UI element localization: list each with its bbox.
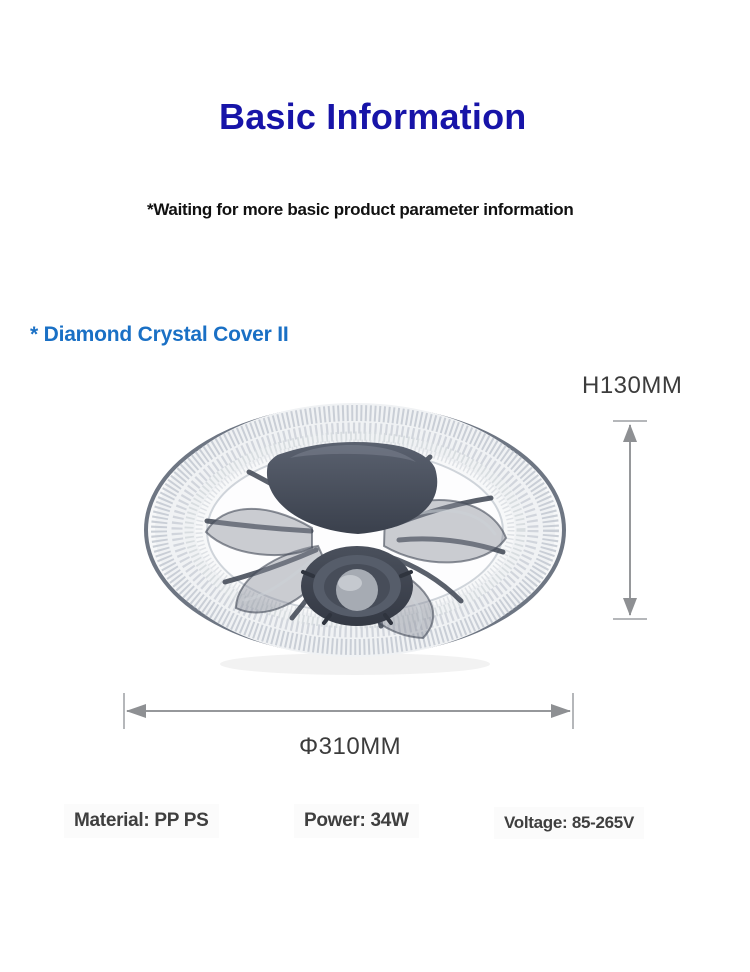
- height-dimension-arrow: [608, 416, 652, 626]
- page-title: Basic Information: [219, 96, 527, 137]
- hub-dome-lens: [336, 569, 378, 611]
- diameter-dimension-label: Φ310MM: [299, 733, 402, 760]
- diameter-dimension-arrow: [116, 688, 582, 736]
- spec-voltage: Voltage: 85-265V: [494, 807, 644, 839]
- motor-hub: [301, 546, 413, 626]
- product-image: [140, 400, 570, 680]
- height-dimension-label: H130MM: [582, 372, 683, 399]
- subtitle-note: *Waiting for more basic product parameter information: [147, 200, 574, 219]
- spec-material: Material: PP PS: [64, 804, 219, 838]
- section-label: * Diamond Crystal Cover II: [30, 323, 289, 346]
- spec-power: Power: 34W: [294, 804, 419, 838]
